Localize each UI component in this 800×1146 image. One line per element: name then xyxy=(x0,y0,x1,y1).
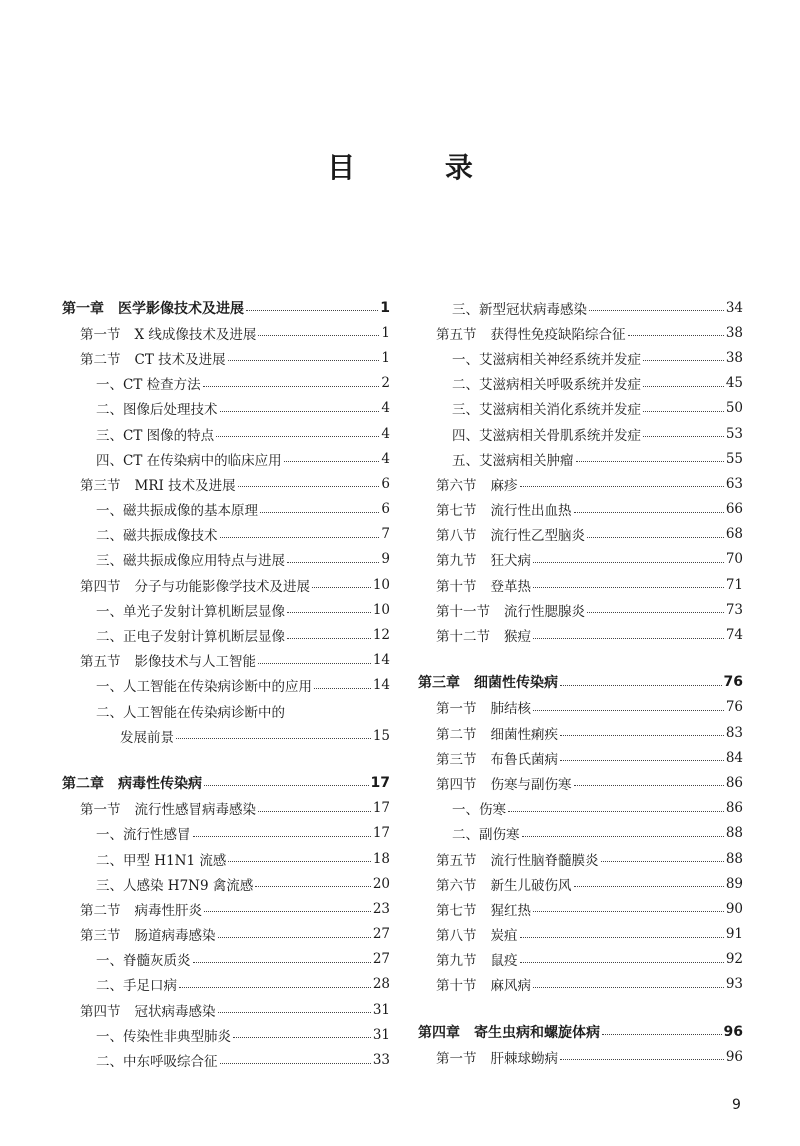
dot-leader xyxy=(533,710,724,711)
dot-leader xyxy=(520,486,724,487)
toc-page-number: 20 xyxy=(372,875,390,892)
toc-page-number: 2 xyxy=(381,375,390,392)
toc-subsection-title: 一、人工智能在传染病诊断中的应用 xyxy=(96,679,312,696)
dot-leader xyxy=(533,638,724,639)
dot-leader xyxy=(255,886,370,887)
dot-leader xyxy=(218,1012,371,1013)
toc-section-number: 第六节 xyxy=(436,477,477,494)
toc-page-number: 6 xyxy=(381,501,390,518)
toc-group xyxy=(62,295,390,748)
toc-section-number: 第二节 xyxy=(80,902,121,919)
toc-subsection-title: 三、磁共振成像应用特点与进展 xyxy=(96,553,285,570)
dot-leader xyxy=(204,911,371,912)
toc-page-number: 86 xyxy=(725,774,743,791)
dot-leader xyxy=(312,587,371,588)
dot-leader xyxy=(228,861,370,862)
toc-page-number: 70 xyxy=(725,551,743,568)
toc-section-title: 猩红热 xyxy=(490,902,531,919)
dot-leader xyxy=(233,1037,371,1038)
dot-leader xyxy=(533,911,724,912)
toc-section-entry[interactable] xyxy=(418,896,743,921)
toc-section-number: 第八节 xyxy=(436,928,477,945)
toc-section-number: 第五节 xyxy=(80,654,121,671)
toc-subsection-entry[interactable] xyxy=(62,522,390,547)
dot-leader xyxy=(179,987,371,988)
dot-leader xyxy=(203,386,380,387)
dot-leader xyxy=(520,962,724,963)
dot-leader xyxy=(216,436,379,437)
toc-section-title: 炭疽 xyxy=(490,928,518,945)
toc-page-number: 23 xyxy=(372,900,390,917)
toc-section-number: 第十一节 xyxy=(436,603,490,620)
toc-section-title: 病毒性肝炎 xyxy=(134,902,202,919)
toc-subsection-entry[interactable] xyxy=(418,421,743,446)
dot-leader xyxy=(560,760,724,761)
dot-leader xyxy=(643,411,724,412)
toc-section-title: 影像技术与人工智能 xyxy=(134,654,256,671)
toc-subsection-entry[interactable] xyxy=(418,821,743,846)
toc-page-number: 66 xyxy=(725,501,743,518)
toc-page-number: 89 xyxy=(725,875,743,892)
toc-section-entry[interactable] xyxy=(62,922,390,947)
toc-chapter-title: 寄生虫病和螺旋体病 xyxy=(474,1024,600,1041)
toc-section-title: X 线成像技术及进展 xyxy=(134,326,257,343)
toc-section-entry[interactable] xyxy=(418,972,743,997)
toc-section-title: 流行性脑脊髓膜炎 xyxy=(490,852,599,869)
toc-section-title: 肠道病毒感染 xyxy=(134,928,216,945)
toc-section-title: 冠状病毒感染 xyxy=(134,1003,216,1020)
toc-subsection-entry[interactable] xyxy=(62,972,390,997)
toc-chapter-number: 第三章 xyxy=(418,675,460,692)
toc-page-number: 63 xyxy=(725,475,743,492)
dot-leader xyxy=(560,735,724,736)
toc-section-entry[interactable] xyxy=(418,522,743,547)
toc-subsection-entry[interactable] xyxy=(62,821,390,846)
toc-subsection-title: 三、人感染 H7N9 禽流感 xyxy=(96,877,254,894)
toc-section-title: 细菌性痢疾 xyxy=(490,726,558,743)
toc-subsection-title: 二、中东呼吸综合征 xyxy=(96,1054,218,1071)
toc-page-number: 34 xyxy=(725,299,743,316)
toc-section-title: CT 技术及进展 xyxy=(134,351,226,368)
dot-leader xyxy=(193,962,371,963)
toc-subsection-entry-continued[interactable] xyxy=(62,723,390,748)
toc-section-title: 流行性感冒病毒感染 xyxy=(134,802,256,819)
dot-leader xyxy=(601,861,724,862)
dot-leader xyxy=(176,738,371,739)
toc-subsection-title: 二、人工智能在传染病诊断中的 xyxy=(96,704,285,721)
page-title: 目 录 xyxy=(327,151,513,184)
toc-page-number: 84 xyxy=(725,749,743,766)
dot-leader xyxy=(193,836,371,837)
toc-section-title: 分子与功能影像学技术及进展 xyxy=(134,578,310,595)
dot-leader xyxy=(508,811,724,812)
toc-section-title: 流行性出血热 xyxy=(490,503,572,520)
toc-page-number: 31 xyxy=(372,1001,390,1018)
dot-leader xyxy=(574,886,724,887)
toc-subsection-title: 二、图像后处理技术 xyxy=(96,402,218,419)
dot-leader xyxy=(287,562,379,563)
toc-subsection-entry[interactable] xyxy=(418,345,743,370)
toc-section-number: 第三节 xyxy=(436,751,477,768)
toc-page-number: 1 xyxy=(381,324,390,341)
dot-leader xyxy=(258,663,371,664)
dot-leader xyxy=(522,836,724,837)
toc-subsection-entry[interactable] xyxy=(62,622,390,647)
toc-chapter-title: 医学影像技术及进展 xyxy=(118,300,244,317)
toc-chapter-entry[interactable] xyxy=(418,670,743,695)
dot-leader xyxy=(287,612,371,613)
dot-leader xyxy=(560,685,722,686)
toc-subsection-title: 三、CT 图像的特点 xyxy=(96,427,215,444)
toc-page-number: 18 xyxy=(372,850,390,867)
toc-section-number: 第十二节 xyxy=(436,629,490,646)
toc-page-number: 71 xyxy=(725,576,743,593)
toc-page-number: 7 xyxy=(381,526,390,543)
toc-section-number: 第五节 xyxy=(436,852,477,869)
toc-subsection-entry[interactable] xyxy=(418,796,743,821)
toc-subsection-title: 一、CT 检查方法 xyxy=(96,377,201,394)
dot-leader xyxy=(560,1059,724,1060)
toc-section-number: 第一节 xyxy=(80,802,121,819)
toc-section-entry[interactable] xyxy=(418,846,743,871)
toc-subsection-entry[interactable] xyxy=(62,673,390,698)
toc-subsection-entry[interactable] xyxy=(418,446,743,471)
toc-group xyxy=(418,295,743,648)
toc-section-entry[interactable] xyxy=(62,796,390,821)
dot-leader xyxy=(258,811,371,812)
dot-leader xyxy=(576,461,724,462)
dot-leader xyxy=(643,360,724,361)
dot-leader xyxy=(628,335,724,336)
toc-section-title: 麻疹 xyxy=(490,477,518,494)
toc-page-number: 96 xyxy=(723,1023,743,1040)
toc-page-number: 27 xyxy=(372,951,390,968)
toc-section-title: 获得性免疫缺陷综合征 xyxy=(490,326,626,343)
toc-subsection-entry[interactable] xyxy=(62,871,390,896)
toc-section-number: 第三节 xyxy=(80,928,121,945)
toc-section-number: 第四节 xyxy=(80,578,121,595)
toc-column-right xyxy=(418,295,743,1091)
toc-page-number: 76 xyxy=(723,674,743,691)
dot-leader xyxy=(589,310,724,311)
page-number: 9 xyxy=(732,1097,741,1113)
toc-section-number: 第二节 xyxy=(436,726,477,743)
toc-subsection-title: 五、艾滋病相关肿瘤 xyxy=(452,452,574,469)
toc-page-number: 17 xyxy=(370,774,390,791)
toc-subsection-entry[interactable] xyxy=(62,371,390,396)
toc-chapter-entry[interactable] xyxy=(62,295,390,320)
toc-section-title: 流行性腮腺炎 xyxy=(504,603,585,620)
toc-chapter-number: 第二章 xyxy=(62,775,104,792)
toc-subsection-entry[interactable] xyxy=(62,947,390,972)
dot-leader xyxy=(587,537,724,538)
toc-subsection-entry[interactable] xyxy=(62,846,390,871)
toc-section-number: 第一节 xyxy=(436,701,477,718)
toc-section-entry[interactable] xyxy=(418,770,743,795)
toc-page-number: 96 xyxy=(725,1048,743,1065)
dot-leader xyxy=(284,461,380,462)
toc-page-number: 17 xyxy=(372,825,390,842)
toc-section-title: 肝棘球蚴病 xyxy=(490,1050,558,1067)
toc-subsection-entry[interactable] xyxy=(62,1022,390,1047)
dot-leader xyxy=(220,1063,371,1064)
toc-page-number: 6 xyxy=(381,475,390,492)
toc-page-number: 83 xyxy=(725,724,743,741)
toc-subsection-title: 四、CT 在传染病中的临床应用 xyxy=(96,452,282,469)
dot-leader xyxy=(587,612,724,613)
toc-group xyxy=(418,1019,743,1069)
toc-section-entry[interactable] xyxy=(418,922,743,947)
toc-subsection-entry[interactable] xyxy=(62,446,390,471)
toc-section-number: 第一节 xyxy=(436,1050,477,1067)
toc-section-number: 第九节 xyxy=(436,553,477,570)
toc-page-number: 12 xyxy=(372,627,390,644)
toc-section-entry[interactable] xyxy=(418,471,743,496)
toc-page-number: 53 xyxy=(725,425,743,442)
dot-leader xyxy=(533,562,724,563)
toc-section-number: 第五节 xyxy=(436,326,477,343)
toc-subsection-entry[interactable] xyxy=(62,396,390,421)
toc-subsection-title: 一、艾滋病相关神经系统并发症 xyxy=(452,351,641,368)
dot-leader xyxy=(602,1034,722,1035)
toc-section-title: 流行性乙型脑炎 xyxy=(490,528,585,545)
toc-group xyxy=(62,770,390,1072)
toc-page-number: 4 xyxy=(381,425,390,442)
toc-page-number: 31 xyxy=(372,1026,390,1043)
toc-section-title: 登革热 xyxy=(490,578,531,595)
toc-section-title: 伤寒与副伤寒 xyxy=(490,776,572,793)
toc-section-entry[interactable] xyxy=(418,720,743,745)
toc-section-entry[interactable] xyxy=(418,572,743,597)
toc-subsection-title: 一、伤寒 xyxy=(452,802,506,819)
toc-page-number: 4 xyxy=(381,450,390,467)
toc-page-number: 15 xyxy=(372,727,390,744)
toc-page-number: 14 xyxy=(372,652,390,669)
toc-section-entry[interactable] xyxy=(62,320,390,345)
toc-page-number: 1 xyxy=(381,349,390,366)
toc-section-title: 麻风病 xyxy=(490,978,531,995)
toc-chapter-title: 病毒性传染病 xyxy=(118,775,202,792)
toc-subsection-entry[interactable] xyxy=(62,1047,390,1072)
toc-page-number: 50 xyxy=(725,400,743,417)
toc-chapter-entry[interactable] xyxy=(418,1019,743,1044)
toc-page-number: 73 xyxy=(725,601,743,618)
toc-section-number: 第四节 xyxy=(80,1003,121,1020)
toc-section-entry[interactable] xyxy=(62,345,390,370)
toc-section-title: 鼠疫 xyxy=(490,953,518,970)
toc-section-number: 第九节 xyxy=(436,953,477,970)
dot-leader xyxy=(520,937,724,938)
toc-section-entry[interactable] xyxy=(62,896,390,921)
toc-section-title: 猴痘 xyxy=(504,629,531,646)
toc-page-number: 68 xyxy=(725,526,743,543)
toc-section-entry[interactable] xyxy=(62,471,390,496)
toc-page-number: 9 xyxy=(381,551,390,568)
toc-page-number: 76 xyxy=(725,699,743,716)
toc-page-number: 10 xyxy=(372,576,390,593)
toc-subsection-title: 二、艾滋病相关呼吸系统并发症 xyxy=(452,377,641,394)
dot-leader xyxy=(220,411,380,412)
toc-subsection-title: 三、艾滋病相关消化系统并发症 xyxy=(452,402,641,419)
toc-section-title: 肺结核 xyxy=(490,701,531,718)
toc-section-title: 布鲁氏菌病 xyxy=(490,751,558,768)
toc-subsection-title: 二、手足口病 xyxy=(96,978,177,995)
toc-section-entry[interactable] xyxy=(62,648,390,673)
dot-leader xyxy=(220,537,380,538)
toc-section-number: 第四节 xyxy=(436,776,477,793)
dot-leader xyxy=(258,335,379,336)
toc-subsection-entry[interactable] xyxy=(62,547,390,572)
dot-leader xyxy=(574,785,724,786)
toc-subsection-title: 一、单光子发射计算机断层显像 xyxy=(96,603,285,620)
toc-page-number: 45 xyxy=(725,375,743,392)
toc-subsection-title-continued: 发展前景 xyxy=(120,729,174,746)
toc-column-left xyxy=(62,295,390,1095)
toc-section-entry[interactable] xyxy=(418,622,743,647)
toc-section-number: 第十节 xyxy=(436,578,477,595)
toc-chapter-number: 第一章 xyxy=(62,300,104,317)
toc-subsection-title: 一、磁共振成像的基本原理 xyxy=(96,503,258,520)
toc-subsection-entry[interactable] xyxy=(418,295,743,320)
toc-subsection-title: 二、磁共振成像技术 xyxy=(96,528,218,545)
toc-section-number: 第七节 xyxy=(436,503,477,520)
dot-leader xyxy=(314,688,371,689)
toc-subsection-title: 一、脊髓灰质炎 xyxy=(96,953,191,970)
dot-leader xyxy=(287,638,371,639)
toc-group xyxy=(418,670,743,997)
toc-page-number: 14 xyxy=(372,677,390,694)
toc-chapter-title: 细菌性传染病 xyxy=(474,675,558,692)
dot-leader xyxy=(533,987,724,988)
toc-page-number: 38 xyxy=(725,324,743,341)
dot-leader xyxy=(643,386,724,387)
dot-leader xyxy=(218,937,371,938)
toc-section-entry[interactable] xyxy=(418,547,743,572)
toc-section-number: 第八节 xyxy=(436,528,477,545)
toc-page-number: 88 xyxy=(725,825,743,842)
toc-subsection-title: 四、艾滋病相关骨肌系统并发症 xyxy=(452,427,641,444)
toc-section-entry[interactable] xyxy=(418,947,743,972)
toc-page-number: 27 xyxy=(372,926,390,943)
toc-subsection-entry[interactable] xyxy=(418,371,743,396)
toc-section-number: 第一节 xyxy=(80,326,121,343)
toc-subsection-title: 二、副伤寒 xyxy=(452,827,520,844)
toc-page-number: 91 xyxy=(725,926,743,943)
toc-page-number: 88 xyxy=(725,850,743,867)
toc-page-number: 1 xyxy=(380,299,390,316)
dot-leader xyxy=(204,785,369,786)
toc-subsection-entry[interactable] xyxy=(62,698,390,723)
toc-page-number: 17 xyxy=(372,800,390,817)
toc-page-number: 74 xyxy=(725,627,743,644)
toc-subsection-title: 二、甲型 H1N1 流感 xyxy=(96,852,227,869)
toc-page-number: 28 xyxy=(372,976,390,993)
toc-section-title: 狂犬病 xyxy=(490,553,531,570)
dot-leader xyxy=(643,436,724,437)
toc-section-entry[interactable] xyxy=(418,871,743,896)
toc-section-entry[interactable] xyxy=(418,320,743,345)
toc-subsection-entry[interactable] xyxy=(62,597,390,622)
toc-section-entry[interactable] xyxy=(62,997,390,1022)
dot-leader xyxy=(246,310,378,311)
toc-section-number: 第三节 xyxy=(80,477,121,494)
toc-page-number: 90 xyxy=(725,900,743,917)
toc-section-number: 第二节 xyxy=(80,351,121,368)
toc-section-title: MRI 技术及进展 xyxy=(134,477,236,494)
toc-subsection-entry[interactable] xyxy=(62,421,390,446)
toc-chapter-number: 第四章 xyxy=(418,1024,460,1041)
toc-subsection-title: 一、流行性感冒 xyxy=(96,827,191,844)
toc-section-title: 新生儿破伤风 xyxy=(490,877,572,894)
toc-section-entry[interactable] xyxy=(418,1044,743,1069)
dot-leader xyxy=(228,360,380,361)
toc-subsection-entry[interactable] xyxy=(62,497,390,522)
toc-subsection-title: 二、正电子发射计算机断层显像 xyxy=(96,629,285,646)
dot-leader xyxy=(574,512,724,513)
toc-section-number: 第七节 xyxy=(436,902,477,919)
toc-section-entry[interactable] xyxy=(418,745,743,770)
toc-subsection-title: 一、传染性非典型肺炎 xyxy=(96,1028,231,1045)
toc-section-entry[interactable] xyxy=(62,572,390,597)
toc-chapter-entry[interactable] xyxy=(62,770,390,795)
toc-page-number: 92 xyxy=(725,951,743,968)
toc-section-entry[interactable] xyxy=(418,597,743,622)
toc-section-entry[interactable] xyxy=(418,695,743,720)
toc-page-number: 10 xyxy=(372,601,390,618)
toc-page-number: 93 xyxy=(725,976,743,993)
toc-page-number: 4 xyxy=(381,400,390,417)
toc-subsection-entry[interactable] xyxy=(418,396,743,421)
dot-leader xyxy=(533,587,724,588)
toc-page-number: 38 xyxy=(725,349,743,366)
toc-subsection-title: 三、新型冠状病毒感染 xyxy=(452,301,587,318)
toc-section-number: 第十节 xyxy=(436,978,477,995)
toc-page-number: 86 xyxy=(725,800,743,817)
toc-page-number: 55 xyxy=(725,450,743,467)
toc-section-number: 第六节 xyxy=(436,877,477,894)
toc-section-entry[interactable] xyxy=(418,497,743,522)
dot-leader xyxy=(238,486,380,487)
toc-page-number: 33 xyxy=(372,1052,390,1069)
dot-leader xyxy=(260,512,379,513)
